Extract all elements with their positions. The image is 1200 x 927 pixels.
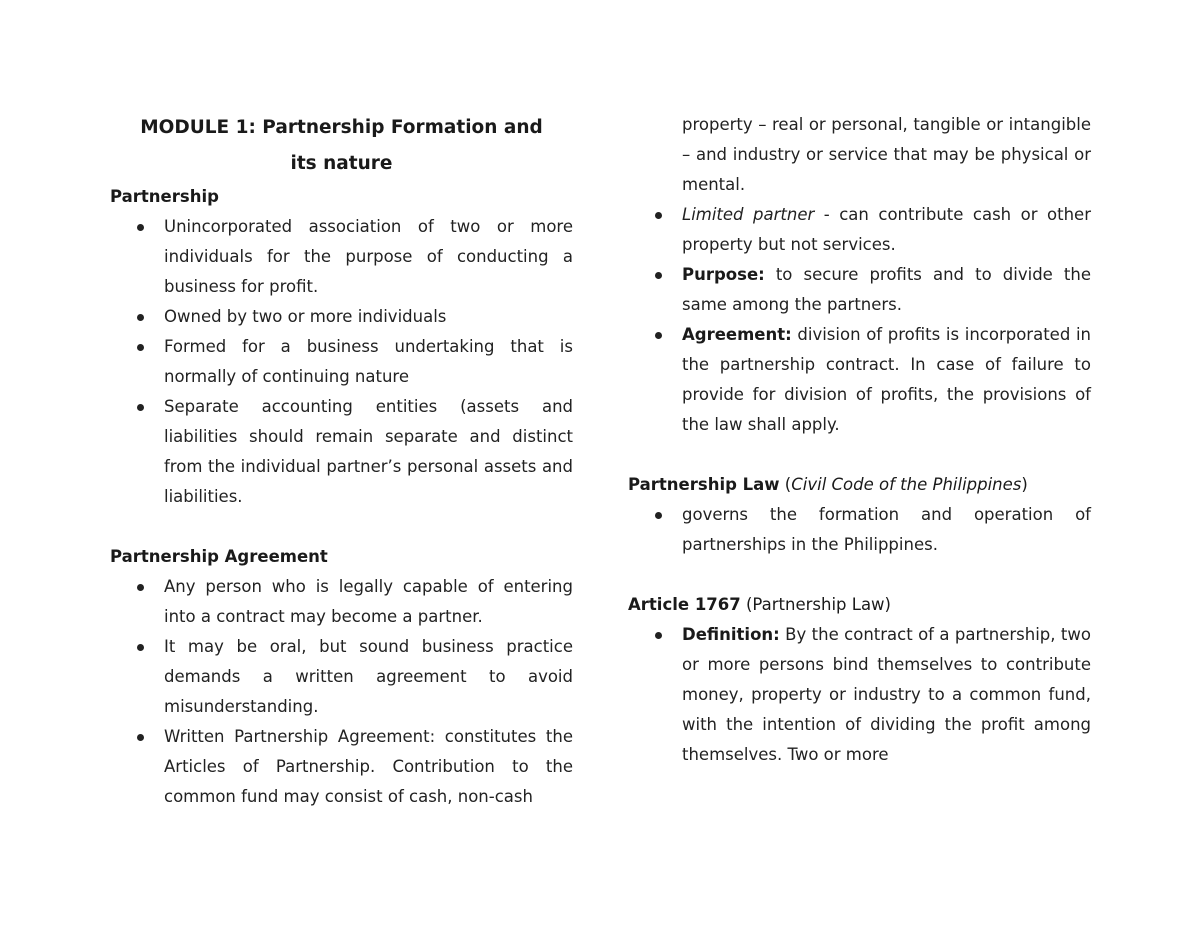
list-item: Formed for a business undertaking that is normally of continuing nature xyxy=(110,332,573,392)
spacer xyxy=(628,440,1091,470)
partnership-law-list xyxy=(628,500,1091,560)
list-item: It may be oral, but sound business practice demands a written agreement to avoid misunderstanding. xyxy=(110,632,573,722)
list-item: Unincorporated association of two or more individuals for the purpose of conducting a business for profit. xyxy=(110,212,573,302)
article-1767-heading: Article 1767 (Partnership Law) xyxy=(628,595,891,614)
agreement-term: Agreement: xyxy=(682,325,792,344)
spacer xyxy=(110,512,573,542)
bullet-icon xyxy=(137,404,144,411)
bullet-icon xyxy=(137,224,144,231)
module-title xyxy=(110,110,573,182)
list-item-purpose: Purpose: to secure profits and to divide the same among the partners. xyxy=(628,260,1091,320)
partner-details-list xyxy=(628,200,1091,440)
list-item-agreement: Agreement: division of profits is incorporated in the partnership contract. In case of failure to provide for division of profits, the provisions of the law shall apply. xyxy=(628,320,1091,440)
module-title-line-1: MODULE 1: Partnership Formation and xyxy=(140,117,543,138)
bullet-icon xyxy=(137,344,144,351)
article-1767-list xyxy=(628,620,1091,770)
list-item-definition: Definition: By the contract of a partnership, two or more persons bind themselves to contribute money, property or industry to a common fund, with the intention of dividing the profit among themselves. Two or more xyxy=(628,620,1091,770)
bullet-icon xyxy=(655,212,662,219)
bullet-icon xyxy=(655,632,662,639)
bullet-icon xyxy=(137,734,144,741)
module-title-line-2: its nature xyxy=(290,153,393,174)
definition-term: Definition: xyxy=(682,625,780,644)
bullet-icon xyxy=(655,512,662,519)
partnership-heading: Partnership xyxy=(110,187,219,206)
left-column xyxy=(110,110,573,812)
list-item: governs the formation and operation of partnerships in the Philippines. xyxy=(628,500,1091,560)
list-item: Written Partnership Agreement: constitutes the Articles of Partnership. Contribution to the common fund may consist of cash, non-cash xyxy=(110,722,573,812)
list-item: Separate accounting entities (assets and liabilities should remain separate and distinct from the individual partner’s personal assets and liabilities. xyxy=(110,392,573,512)
partnership-law-heading: Partnership Law (Civil Code of the Philippines) xyxy=(628,475,1028,494)
right-column xyxy=(628,110,1091,770)
list-item-limited-partner: Limited partner - can contribute cash or other property but not services. xyxy=(628,200,1091,260)
partnership-list xyxy=(110,212,573,512)
bullet-icon xyxy=(655,272,662,279)
list-item: Owned by two or more individuals xyxy=(110,302,573,332)
civil-code-reference: Civil Code of the Philippines xyxy=(791,475,1022,494)
partnership-agreement-list xyxy=(110,572,573,812)
bullet-icon xyxy=(137,584,144,591)
purpose-term: Purpose: xyxy=(682,265,765,284)
spacer xyxy=(628,560,1091,590)
bullet-icon xyxy=(137,314,144,321)
bullet-icon xyxy=(137,644,144,651)
partnership-agreement-heading: Partnership Agreement xyxy=(110,547,328,566)
list-item: Any person who is legally capable of entering into a contract may become a partner. xyxy=(110,572,573,632)
limited-partner-term: Limited partner xyxy=(682,205,815,224)
bullet-icon xyxy=(655,332,662,339)
continued-paragraph: property – real or personal, tangible or intangible – and industry or service that may be physical or mental. xyxy=(682,115,1091,194)
